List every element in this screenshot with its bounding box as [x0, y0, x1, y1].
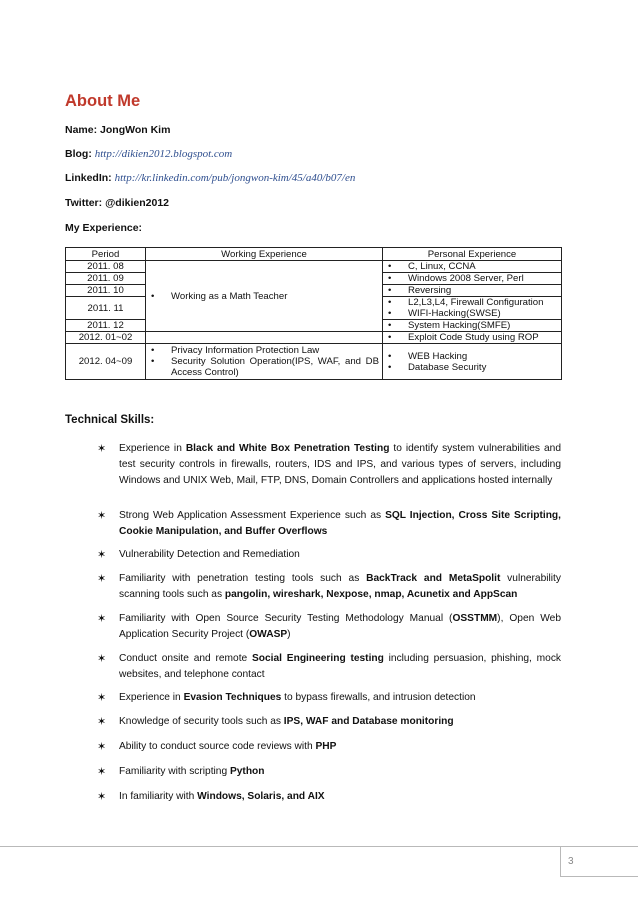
personal-item: • System Hacking(SMFE) — [386, 320, 558, 331]
about-me-heading: About Me — [65, 92, 141, 110]
list-item: ✶ Experience in Evasion Techniques to bypass firewalls, and intrusion detection — [97, 692, 476, 704]
list-item: ✶ Familiarity with penetration testing tools such as BackTrack and MetaSpolit vulnerability scanning tools such as pangolin, wireshark, Nexpose, nmap, Acunetix and AppScan — [97, 573, 561, 600]
table-row — [66, 344, 562, 380]
working-item: • Working as a Math Teacher — [149, 291, 379, 302]
star-bullet-icon: ✶ — [97, 692, 107, 704]
star-bullet-icon: ✶ — [97, 653, 107, 665]
personal-item: • Exploit Code Study using ROP — [386, 332, 558, 343]
personal-item: • WEB Hacking — [386, 351, 558, 362]
star-bullet-icon: ✶ — [97, 510, 107, 522]
list-item: ✶ Strong Web Application Assessment Experience such as SQL Injection, Cross Site Scripting, Cookie Manipulation, and Buffer Overflows — [97, 510, 561, 537]
header-personal: Personal Experience — [383, 248, 562, 261]
personal-item: • L2,L3,L4, Firewall Configuration — [386, 297, 558, 308]
blog-label: Blog: — [65, 148, 92, 160]
list-item: ✶ Conduct onsite and remote Social Engineering testing including persuasion, phishing, mock websites, and telephone contact — [97, 653, 562, 680]
linkedin-link[interactable]: http://kr.linkedin.com/pub/jongwon-kim/45/a40/b07/en — [114, 172, 356, 184]
working-cell-teacher — [146, 261, 383, 332]
page-number: 3 — [568, 856, 574, 867]
name-label: Name: — [65, 124, 98, 136]
working-item: • Security Solution Operation(IPS, WAF, and DB Access Control) — [149, 356, 379, 378]
header-working: Working Experience — [146, 248, 383, 261]
period-cell: 2012. 01~02 — [66, 332, 146, 344]
linkedin-label: LinkedIn: — [65, 172, 112, 184]
personal-item: • WIFI-Hacking(SWSE) — [386, 308, 558, 319]
personal-item: • Windows 2008 Server, Perl — [386, 273, 558, 284]
table-row — [66, 332, 562, 344]
period-cell: 2011. 10 — [66, 285, 146, 297]
linkedin-line — [65, 172, 355, 184]
table-row — [66, 261, 562, 273]
period-cell: 2012. 04~09 — [66, 344, 146, 380]
twitter-value: @dikien2012 — [105, 197, 170, 209]
list-item: ✶ Knowledge of security tools such as IPS, WAF and Database monitoring — [97, 716, 454, 728]
list-item: ✶ In familiarity with Windows, Solaris, and AIX — [97, 791, 325, 803]
personal-item: • Database Security — [386, 362, 558, 373]
working-cell-security — [146, 344, 383, 380]
star-bullet-icon: ✶ — [97, 766, 107, 778]
star-bullet-icon: ✶ — [97, 443, 107, 455]
list-item: ✶ Familiarity with scripting Python — [97, 766, 265, 778]
experience-line — [65, 222, 142, 234]
table-header-row — [66, 248, 562, 261]
footer-divider — [0, 846, 638, 847]
personal-item: • C, Linux, CCNA — [386, 261, 558, 272]
list-item: ✶ Vulnerability Detection and Remediation — [97, 549, 300, 561]
name-value: JongWon Kim — [100, 124, 171, 136]
list-item: ✶ Ability to conduct source code reviews with PHP — [97, 741, 337, 753]
twitter-label: Twitter: — [65, 197, 103, 209]
list-item: ✶ Experience in Black and White Box Penetration Testing to identify system vulnerabilities and test security controls in firewalls, routers, IDS and IPS, and various types of servers, including Windows and UNIX Web, Mail, FTP, DNS, Domain Controllers and applications hosted internally — [97, 443, 561, 486]
blog-line — [65, 148, 232, 160]
twitter-line — [65, 197, 169, 209]
working-cell-empty — [146, 332, 383, 344]
star-bullet-icon: ✶ — [97, 716, 107, 728]
header-period: Period — [66, 248, 146, 261]
list-item: ✶ Familiarity with Open Source Security Testing Methodology Manual (OSSTMM), Open Web Application Security Project (OWASP) — [97, 613, 561, 640]
blog-link[interactable]: http://dikien2012.blogspot.com — [94, 148, 233, 160]
name-line — [65, 124, 170, 136]
experience-label: My Experience: — [65, 222, 143, 234]
technical-skills-heading: Technical Skills: — [65, 414, 155, 426]
working-item: • Privacy Information Protection Law — [149, 345, 379, 356]
period-cell: 2011. 08 — [66, 261, 146, 273]
period-cell: 2011. 11 — [66, 297, 146, 320]
star-bullet-icon: ✶ — [97, 613, 107, 625]
star-bullet-icon: ✶ — [97, 549, 107, 561]
experience-table — [65, 247, 562, 380]
period-cell: 2011. 09 — [66, 273, 146, 285]
star-bullet-icon: ✶ — [97, 741, 107, 753]
period-cell: 2011. 12 — [66, 320, 146, 332]
personal-item: • Reversing — [386, 285, 558, 296]
star-bullet-icon: ✶ — [97, 573, 107, 585]
star-bullet-icon: ✶ — [97, 791, 107, 803]
